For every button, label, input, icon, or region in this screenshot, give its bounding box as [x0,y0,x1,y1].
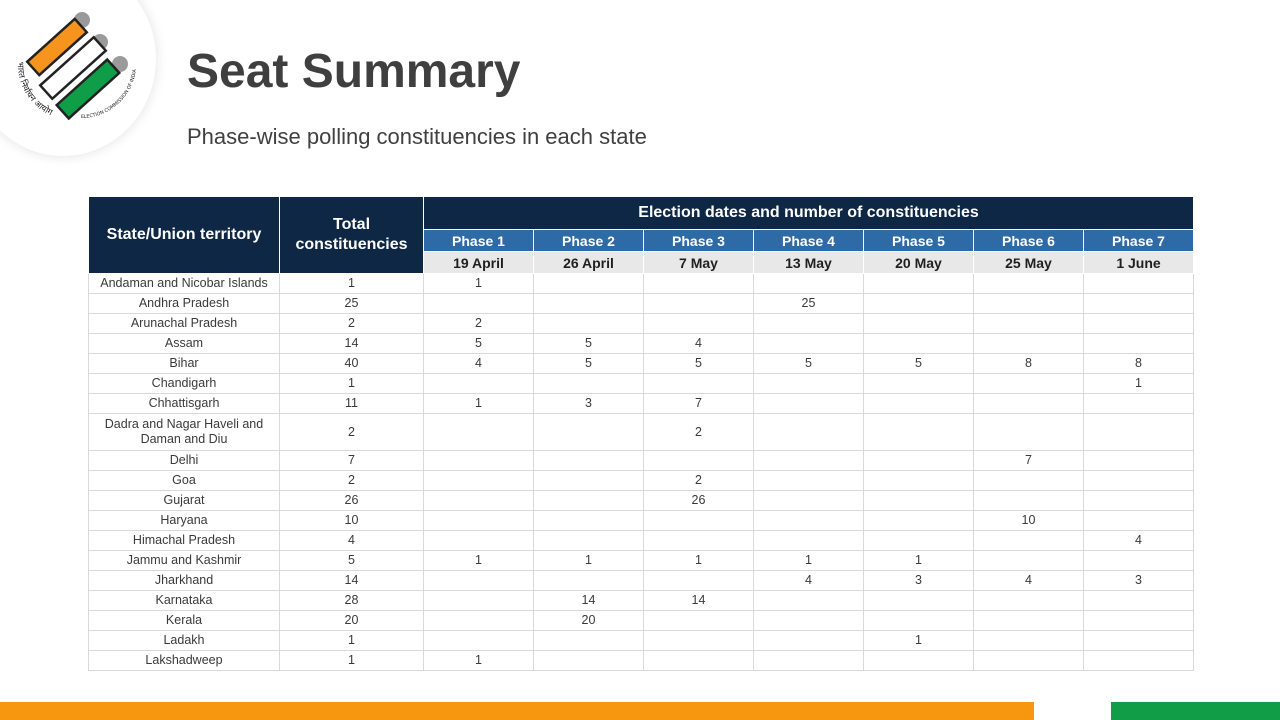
table-row [89,611,1194,631]
phase-cell [1084,451,1194,471]
phase-cell [1084,414,1194,451]
phase-cell: 1 [864,631,974,651]
phase-cell [534,571,644,591]
phase-header-7: Phase 7 [1084,230,1194,252]
phase-cell: 4 [754,571,864,591]
total-cell: 1 [280,631,424,651]
phase-cell [644,314,754,334]
phase-header-2: Phase 2 [534,230,644,252]
total-cell: 2 [280,471,424,491]
phase-cell [534,491,644,511]
total-cell: 1 [280,374,424,394]
phase-cell [754,471,864,491]
phase-date-1: 19 April [424,252,534,274]
phase-cell [534,314,644,334]
table-row [89,491,1194,511]
total-cell: 40 [280,354,424,374]
phase-cell [424,631,534,651]
phase-cell [534,294,644,314]
election-commission-logo-icon [0,0,156,156]
table-body [89,274,1194,671]
phase-cell: 5 [644,354,754,374]
phase-cell [424,591,534,611]
state-cell: Chandigarh [89,374,280,394]
phase-cell [424,451,534,471]
phase-cell [974,631,1084,651]
phase-cell: 26 [644,491,754,511]
phase-cell: 4 [644,334,754,354]
phase-cell [644,531,754,551]
table-row [89,374,1194,394]
phase-cell [644,511,754,531]
seat-summary-table [88,196,1194,671]
phase-cell [864,471,974,491]
phase-cell [864,294,974,314]
phase-cell [424,491,534,511]
phase-cell [644,294,754,314]
header-election-dates: Election dates and number of constituencies [424,197,1194,230]
phase-cell: 5 [534,334,644,354]
phase-cell [974,294,1084,314]
phase-cell [534,374,644,394]
phase-cell [974,651,1084,671]
phase-cell [1084,611,1194,631]
phase-cell [974,414,1084,451]
state-cell: Kerala [89,611,280,631]
state-cell: Andhra Pradesh [89,294,280,314]
phase-cell: 1 [644,551,754,571]
table-row [89,334,1194,354]
phase-cell: 4 [424,354,534,374]
phase-cell: 14 [644,591,754,611]
phase-cell [1084,591,1194,611]
total-cell: 1 [280,274,424,294]
table-row [89,274,1194,294]
total-cell: 4 [280,531,424,551]
phase-cell [754,651,864,671]
phase-cell: 25 [754,294,864,314]
phase-cell [864,374,974,394]
phase-cell [864,414,974,451]
phase-cell [974,334,1084,354]
table-row [89,531,1194,551]
phase-cell: 1 [754,551,864,571]
state-cell: Jammu and Kashmir [89,551,280,571]
phase-cell [1084,394,1194,414]
total-cell: 11 [280,394,424,414]
phase-header-1: Phase 1 [424,230,534,252]
phase-cell [534,451,644,471]
phase-cell [974,471,1084,491]
phase-cell [754,274,864,294]
phase-cell [754,394,864,414]
phase-date-2: 26 April [534,252,644,274]
phase-cell [754,611,864,631]
phase-cell [1084,631,1194,651]
phase-cell [864,511,974,531]
phase-cell [644,571,754,591]
state-cell: Assam [89,334,280,354]
phase-cell [424,611,534,631]
state-cell: Delhi [89,451,280,471]
phase-cell [864,394,974,414]
phase-cell [754,334,864,354]
phase-cell [644,374,754,394]
phase-header-6: Phase 6 [974,230,1084,252]
phase-cell [974,394,1084,414]
phase-cell: 1 [424,274,534,294]
table-row [89,591,1194,611]
total-cell: 14 [280,334,424,354]
page-title: Seat Summary [187,45,521,98]
phase-cell [1084,314,1194,334]
phase-cell: 5 [424,334,534,354]
total-cell: 26 [280,491,424,511]
phase-cell [754,374,864,394]
phase-cell [1084,334,1194,354]
phase-cell [974,491,1084,511]
phase-cell [1084,651,1194,671]
phase-cell [534,651,644,671]
phase-cell: 1 [424,551,534,571]
phase-cell [754,511,864,531]
phase-date-7: 1 June [1084,252,1194,274]
phase-cell [754,414,864,451]
phase-cell: 1 [424,394,534,414]
total-cell: 25 [280,294,424,314]
phase-date-4: 13 May [754,252,864,274]
table-row [89,414,1194,451]
footer-bar-orange [0,702,1034,720]
table-row [89,511,1194,531]
phase-cell [644,611,754,631]
phase-cell [754,491,864,511]
total-cell: 5 [280,551,424,571]
state-cell: Goa [89,471,280,491]
phase-cell: 1 [424,651,534,671]
phase-cell [534,511,644,531]
phase-cell [754,631,864,651]
phase-cell [974,551,1084,571]
table-row [89,651,1194,671]
phase-date-6: 25 May [974,252,1084,274]
phase-cell [424,571,534,591]
total-cell: 14 [280,571,424,591]
total-cell: 28 [280,591,424,611]
phase-cell: 2 [644,471,754,491]
total-cell: 7 [280,451,424,471]
phase-cell [424,531,534,551]
phase-cell [1084,491,1194,511]
state-cell: Jharkhand [89,571,280,591]
total-cell: 20 [280,611,424,631]
phase-date-3: 7 May [644,252,754,274]
state-cell: Gujarat [89,491,280,511]
state-cell: Himachal Pradesh [89,531,280,551]
phase-cell [424,414,534,451]
total-cell: 2 [280,414,424,451]
phase-cell [974,611,1084,631]
phase-cell: 8 [1084,354,1194,374]
phase-cell [974,274,1084,294]
phase-date-5: 20 May [864,252,974,274]
state-cell: Haryana [89,511,280,531]
phase-cell [534,471,644,491]
phase-cell: 1 [534,551,644,571]
table-row [89,314,1194,334]
phase-cell: 7 [974,451,1084,471]
table-row [89,471,1194,491]
table-row [89,631,1194,651]
page-subtitle: Phase-wise polling constituencies in each state [187,124,647,149]
phase-cell [424,294,534,314]
phase-cell [754,531,864,551]
phase-cell [644,631,754,651]
logo-hindi-text: भारत निर्वाचन आयोग [14,61,54,119]
phase-header-4: Phase 4 [754,230,864,252]
phase-cell [424,374,534,394]
phase-cell [534,531,644,551]
phase-cell [644,451,754,471]
phase-cell [754,591,864,611]
table-row [89,394,1194,414]
total-cell: 2 [280,314,424,334]
phase-cell [1084,511,1194,531]
phase-cell [864,334,974,354]
phase-cell: 14 [534,591,644,611]
phase-cell [864,451,974,471]
phase-cell: 5 [864,354,974,374]
table-row [89,451,1194,471]
header-total: Total constituencies [280,197,424,274]
state-cell: Chhattisgarh [89,394,280,414]
phase-cell [644,274,754,294]
phase-cell: 10 [974,511,1084,531]
phase-cell [864,314,974,334]
phase-cell: 3 [1084,571,1194,591]
phase-cell [974,591,1084,611]
phase-cell: 3 [864,571,974,591]
phase-cell: 20 [534,611,644,631]
phase-cell: 4 [974,571,1084,591]
phase-cell [974,314,1084,334]
table-row [89,571,1194,591]
state-cell: Bihar [89,354,280,374]
logo-english-text: ELECTION COMMISSION OF INDIA [80,69,139,121]
phase-cell [1084,274,1194,294]
phase-cell: 3 [534,394,644,414]
phase-cell [534,414,644,451]
phase-cell: 1 [1084,374,1194,394]
state-cell: Arunachal Pradesh [89,314,280,334]
phase-cell: 4 [1084,531,1194,551]
state-cell: Andaman and Nicobar Islands [89,274,280,294]
phase-cell [864,274,974,294]
phase-cell [1084,551,1194,571]
phase-cell [534,631,644,651]
phase-cell [864,531,974,551]
phase-cell [424,471,534,491]
phase-cell [974,531,1084,551]
phase-cell [1084,471,1194,491]
phase-cell: 5 [534,354,644,374]
table-row [89,551,1194,571]
phase-cell: 2 [424,314,534,334]
phase-cell: 1 [864,551,974,571]
phase-cell [864,611,974,631]
phase-cell [754,314,864,334]
phase-cell [1084,294,1194,314]
phase-cell [754,451,864,471]
header-state: State/Union territory [89,197,280,274]
table-row [89,294,1194,314]
phase-cell [974,374,1084,394]
phase-cell: 8 [974,354,1084,374]
phase-header-3: Phase 3 [644,230,754,252]
state-cell: Lakshadweep [89,651,280,671]
table-row [89,354,1194,374]
state-cell: Dadra and Nagar Haveli and Daman and Diu [89,414,280,451]
footer-bar-green [1111,702,1280,720]
total-cell: 10 [280,511,424,531]
phase-cell: 5 [754,354,864,374]
phase-cell [864,491,974,511]
phase-cell [644,651,754,671]
phase-cell [534,274,644,294]
total-cell: 1 [280,651,424,671]
phase-cell [864,651,974,671]
state-cell: Karnataka [89,591,280,611]
phase-cell [424,511,534,531]
phase-header-5: Phase 5 [864,230,974,252]
phase-cell: 7 [644,394,754,414]
phase-cell: 2 [644,414,754,451]
phase-cell [864,591,974,611]
state-cell: Ladakh [89,631,280,651]
logo-container [0,0,156,156]
